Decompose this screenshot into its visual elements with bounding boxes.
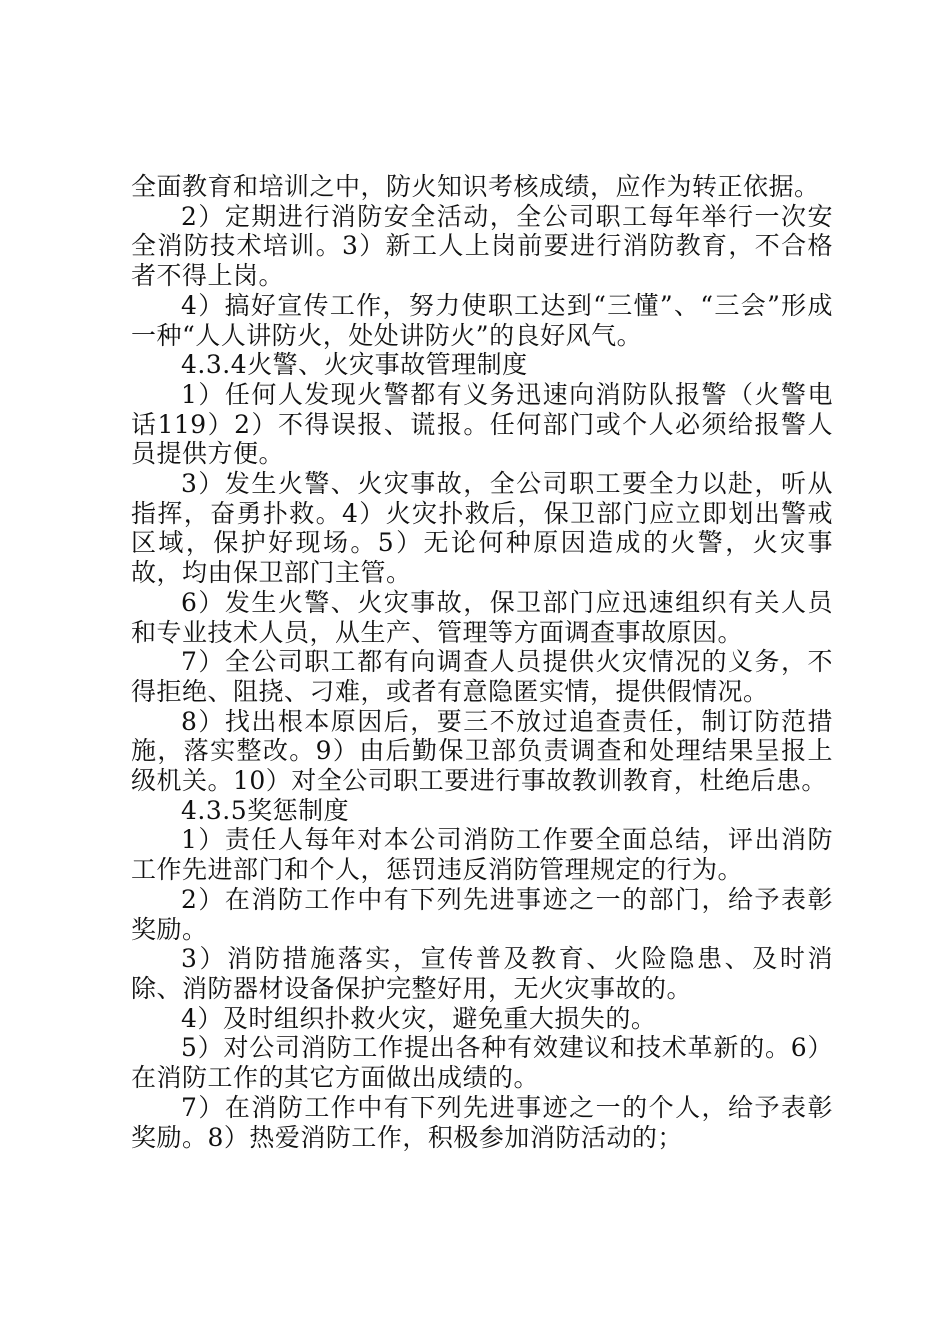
paragraph-reward-3: 3）消防措施落实，宣传普及教育、火险隐患、及时消除、消防器材设备保护完整好用，无火灾事故的。: [131, 944, 833, 1003]
document-body: [131, 172, 833, 1152]
paragraph-item-4: 4）搞好宣传工作，努力使职工达到“三懂”、“三会”形成一种“人人讲防火，处处讲防火”的良好风气。: [131, 290, 833, 350]
section-heading-4-3-4: 4.3.4火警、火灾事故管理制度: [181, 350, 528, 380]
paragraph-reward-2: 2）在消防工作中有下列先进事迹之一的部门，给予表彰奖励。: [131, 884, 833, 944]
paragraph-continuation: 全面教育和培训之中，防火知识考核成绩，应作为转正依据。: [131, 172, 820, 201]
paragraph-item-1-report: 1）任何人发现火警都有义务迅速向消防队报警（火警电话119）2）不得误报、谎报。任何部门或个人必须给报警人员提供方便。: [131, 379, 833, 469]
paragraph-item-7-cooperation: 7）全公司职工都有向调查人员提供火灾情况的义务，不得拒绝、阻挠、刁难，或者有意隐匿实情，提供假情况。: [131, 647, 833, 706]
paragraph-reward-5: 5）对公司消防工作提出各种有效建议和技术革新的。6）在消防工作的其它方面做出成绩的。: [131, 1033, 833, 1093]
paragraph-reward-7: 7）在消防工作中有下列先进事迹之一的个人，给予表彰奖励。8）热爱消防工作，积极参加消防活动的；: [131, 1092, 833, 1152]
paragraph-item-8-accountability: 8）找出根本原因后，要三不放过追查责任，制订防范措施，落实整改。9）由后勤保卫部负责调查和处理结果呈报上级机关。10）对全公司职工要进行事故教训教育，杜绝后患。: [131, 706, 833, 796]
section-heading-4-3-5: 4.3.5奖惩制度: [181, 795, 350, 825]
paragraph-reward-4: 4）及时组织扑救火灾，避免重大损失的。: [181, 1003, 657, 1033]
paragraph-item-3-response: 3）发生火警、火灾事故，全公司职工要全力以赴，听从指挥，奋勇扑救。4）火灾扑救后，保卫部门应立即划出警戒区域，保护好现场。5）无论何种原因造成的火警，火灾事故，均由保卫部门主管。: [131, 469, 833, 588]
paragraph-item-6-investigation: 6）发生火警、火灾事故，保卫部门应迅速组织有关人员和专业技术人员，从生产、管理等方面调查事故原因。: [131, 587, 833, 647]
paragraph-reward-1: 1）责任人每年对本公司消防工作要全面总结，评出消防工作先进部门和个人，惩罚违反消防管理规定的行为。: [131, 825, 833, 885]
paragraph-item-2: 2）定期进行消防安全活动，全公司职工每年举行一次安全消防技术培训。3）新工人上岗前要进行消防教育，不合格者不得上岗。: [131, 201, 833, 291]
